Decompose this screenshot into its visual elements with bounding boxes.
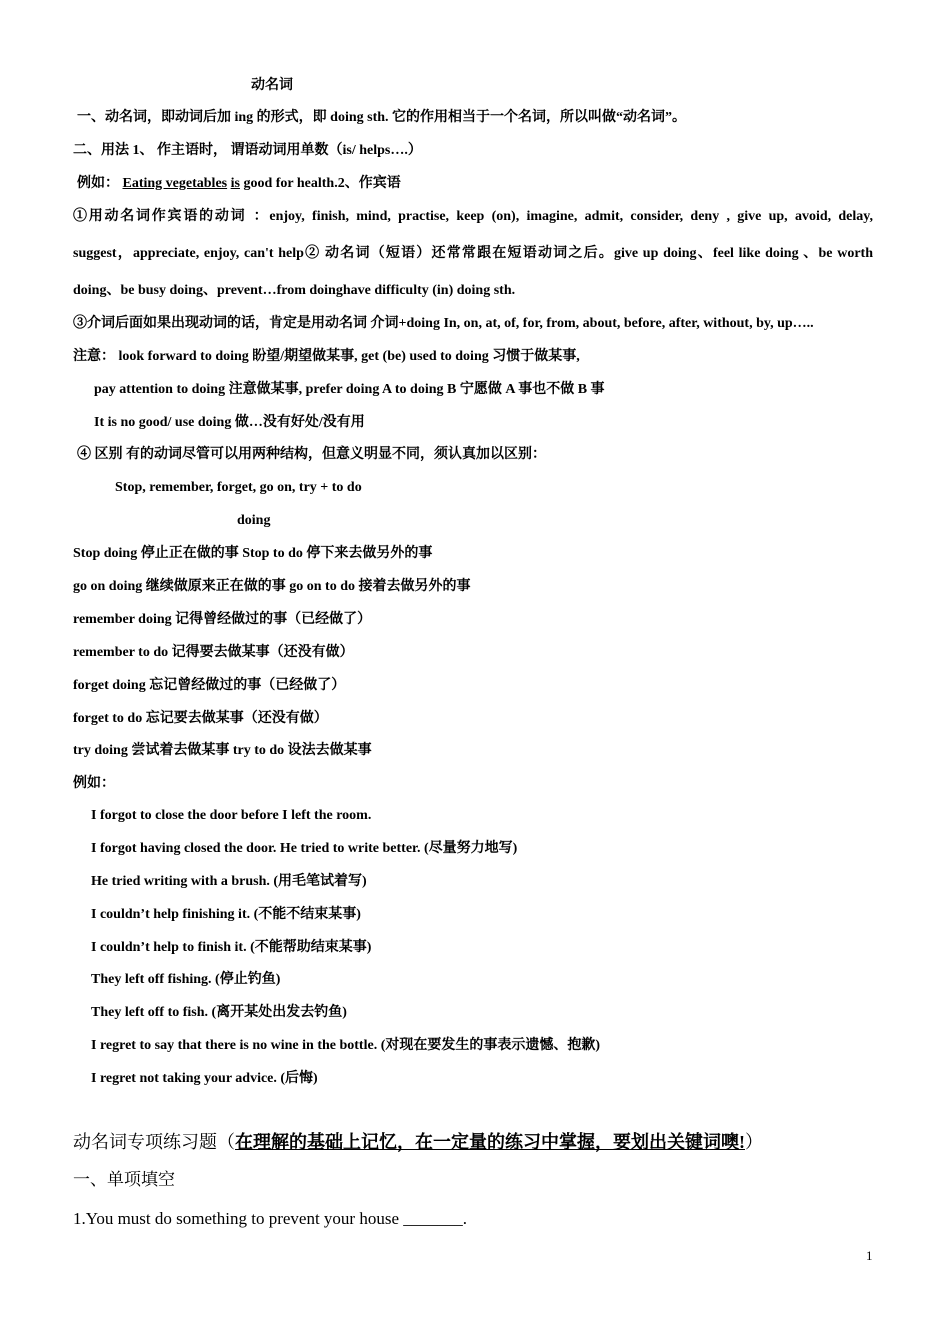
example-subject: Eating vegetables [122, 176, 228, 191]
example-subject-line [77, 174, 873, 194]
example-verb: is [230, 176, 240, 191]
object-verbs-line-1: ①用动名词作宾语的动词 ：enjoy, finish, mind, practise, keep (on), imagine, admit, consider, deny , give up, avoid, delay, [73, 209, 873, 224]
section-heading: 一、单项填空 [73, 1170, 175, 1189]
page-number: 1 [866, 1248, 873, 1263]
exercise-title [73, 1130, 873, 1154]
example-sentence: I couldn’t help to finish it. (不能帮助结束某事) [91, 940, 372, 955]
object-verbs-line-3: doing、be busy doing、prevent…from doinghave difficulty (in) doing sth. [73, 283, 516, 298]
note-line-2: pay attention to doing 注意做某事, prefer doing A to doing B 宁愿做 A 事也不做 B 事 [94, 382, 605, 397]
pair-line: try doing 尝试着去做某事 try to do 设法去做某事 [73, 743, 372, 758]
exercise-title-emphasis: 在理解的基础上记忆，在一定量的练习中掌握，要划出关键词噢! [235, 1132, 745, 1152]
page-title: 动名词 [251, 78, 293, 93]
question-1: 1.You must do something to prevent your house _______. [73, 1209, 467, 1228]
example-sentence: I forgot having closed the door. He tried to write better. (尽量努力地写) [91, 841, 518, 856]
note-line-3: It is no good/ use doing 做…没有好处/没有用 [94, 415, 365, 430]
difference-intro: ④ 区别 有的动词尽管可以用两种结构，但意义明显不同，须认真加以区别： [77, 447, 546, 462]
pair-line: forget doing 忘记曾经做过的事（已经做了） [73, 678, 346, 693]
pair-line: Stop doing 停止正在做的事 Stop to do 停下来去做另外的事 [73, 546, 433, 561]
note-line-1: 注意： look forward to doing 盼望/期望做某事, get (be) used to doing 习惯于做某事, [73, 349, 580, 364]
example-sentence: I regret not taking your advice. (后悔) [91, 1071, 318, 1086]
exercise-title-prefix: 动名词专项练习题（ [73, 1132, 235, 1152]
preposition-rule: ③介词后面如果出现动词的话，肯定是用动名词 介词+doing In, on, at, of, for, from, about, before, after, without, by, up….. [73, 316, 814, 331]
exercise-title-suffix: ） [745, 1132, 763, 1152]
object-verbs-line-2: suggest，appreciate, enjoy, can't help② 动名词（短语）还常常跟在短语动词之后。give up doing、feel like doing 、be worth [73, 246, 873, 261]
example-sentence: They left off fishing. (停止钓鱼) [91, 972, 281, 987]
pair-line: go on doing 继续做原来正在做的事 go on to do 接着去做另外的事 [73, 579, 471, 594]
pair-line: forget to do 忘记要去做某事（还没有做） [73, 711, 328, 726]
example-sentence: I forgot to close the door before I left the room. [91, 808, 372, 823]
example-sentence: They left off to fish. (离开某处出发去钓鱼) [91, 1005, 347, 1020]
intro-paragraph: 一、动名词，即动词后加 ing 的形式，即 doing sth. 它的作用相当于一个名词，所以叫做“动名词”。 [77, 110, 687, 125]
example-sentence: I regret to say that there is no wine in the bottle. (对现在要发生的事表示遗憾、抱歉) [91, 1038, 601, 1053]
difference-verbs: Stop, remember, forget, go on, try + to do [115, 480, 362, 495]
example-sentence: I couldn’t help finishing it. (不能不结束某事) [91, 907, 361, 922]
examples-label: 例如： [73, 776, 115, 791]
example-label: 例如： [77, 176, 119, 191]
pair-line: remember doing 记得曾经做过的事（已经做了） [73, 612, 372, 627]
difference-doing: doing [237, 513, 271, 528]
example-sentence: He tried writing with a brush. (用毛笔试着写) [91, 874, 367, 889]
usage-heading: 二、用法 1、 作主语时， 谓语动词用单数（is/ helps….） [73, 143, 422, 158]
pair-line: remember to do 记得要去做某事（还没有做） [73, 645, 354, 660]
example-rest: good for health.2、作宾语 [243, 176, 401, 191]
